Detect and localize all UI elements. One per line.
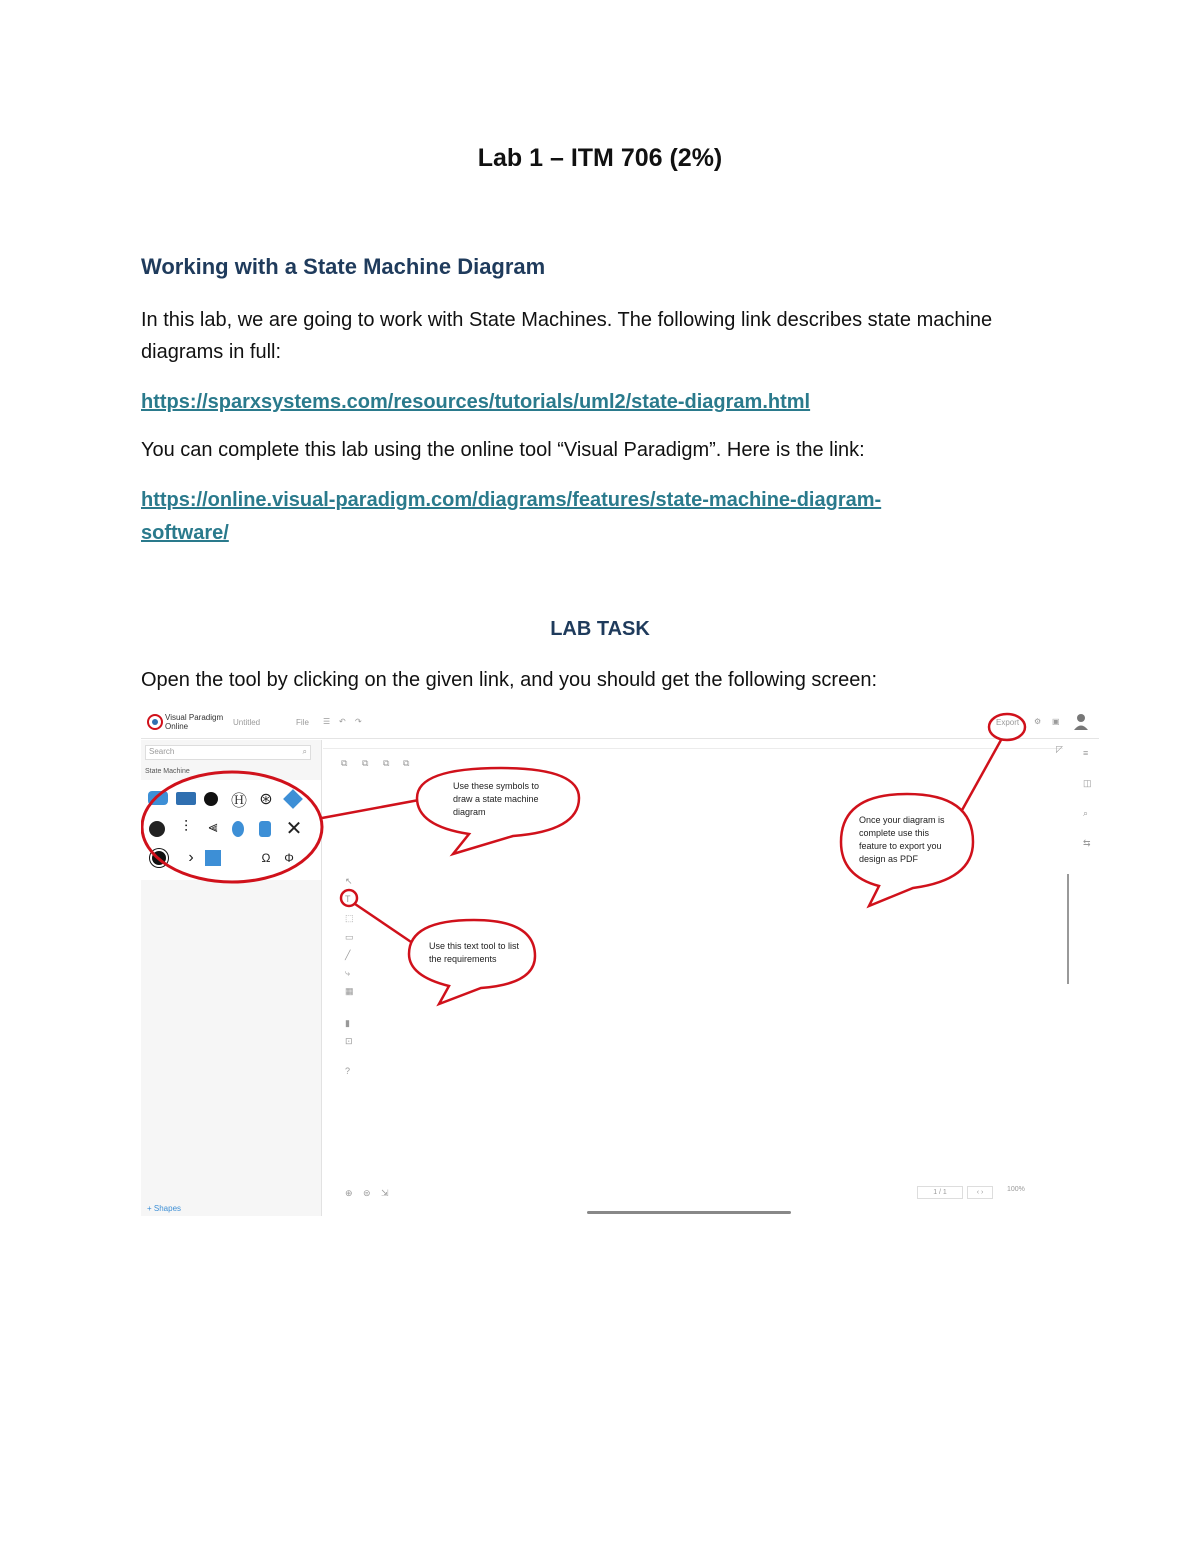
callout-symbols-text: Use these symbols to draw a state machine diagram xyxy=(453,781,540,817)
document-title: Lab 1 – ITM 706 (2%) xyxy=(477,144,723,172)
format-panel-icon[interactable]: ◸ xyxy=(1056,744,1063,754)
bottom-tool-icon[interactable]: ⊜ xyxy=(363,1188,371,1198)
join-icon[interactable]: ⫷ xyxy=(208,819,218,836)
search-icon: ⌕ xyxy=(302,747,307,756)
category-label: State Machine xyxy=(145,768,190,775)
settings-icon[interactable]: ⚙ xyxy=(1034,717,1042,726)
page-indicator[interactable]: 1 / 1 xyxy=(917,1186,963,1199)
text-tool-highlight xyxy=(341,890,357,906)
bottom-tool-icon[interactable]: ⇲ xyxy=(381,1188,389,1198)
shapes-link[interactable]: + Shapes xyxy=(147,1204,182,1213)
intro-paragraph: In this lab, we are going to work with State Machines. The following link describes state machine diagrams in full: xyxy=(141,309,993,363)
export-highlight xyxy=(989,714,1025,740)
lab-task-heading: LAB TASK xyxy=(550,618,650,640)
history-state-icon[interactable]: Ⓗ xyxy=(230,792,247,810)
layers-icon[interactable]: ◫ xyxy=(1083,778,1092,788)
text-tool-icon[interactable]: T xyxy=(345,894,351,904)
bottom-tool-icon[interactable]: ⊕ xyxy=(345,1188,353,1198)
search-input[interactable]: Search ⌕ xyxy=(145,745,311,760)
callout-text-tool-text: Use this text tool to list the requirements xyxy=(429,941,520,964)
connector-tool-icon[interactable]: ⤷ xyxy=(345,968,351,978)
table-tool-icon[interactable]: ▦ xyxy=(345,986,354,996)
tool-screenshot xyxy=(141,706,1099,1216)
deep-history-icon[interactable]: ⊛ xyxy=(259,791,273,808)
visual-paradigm-link-line1[interactable]: https://online.visual-paradigm.com/diagrams/features/state-machine-diagram- xyxy=(141,489,882,511)
page-nav[interactable]: ‹ › xyxy=(967,1186,993,1199)
line-tool-icon[interactable]: ╱ xyxy=(345,950,351,960)
pointer-icon[interactable]: ↖ xyxy=(345,876,353,886)
canvas-tool-icon[interactable]: ⧉ xyxy=(341,758,348,768)
transition-icon[interactable]: › xyxy=(188,849,194,866)
visual-paradigm-link-line2[interactable]: software/ xyxy=(141,522,229,544)
app-name-sub: Online xyxy=(165,722,189,731)
zoom-icon[interactable]: ⌕ xyxy=(1083,808,1089,818)
terminate-x-icon[interactable]: ✕ xyxy=(285,817,303,840)
menu-icon[interactable]: ☰ xyxy=(323,717,331,726)
frame-tool-icon[interactable]: ▭ xyxy=(345,932,354,942)
layout-tool-icon[interactable]: ▮ xyxy=(345,1018,350,1028)
properties-icon[interactable]: ≡ xyxy=(1083,748,1089,758)
section-heading: Working with a State Machine Diagram xyxy=(141,254,546,279)
sparx-link[interactable]: https://sparxsystems.com/resources/tutorials/uml2/state-diagram.html xyxy=(141,391,811,413)
junction-icon[interactable]: Φ xyxy=(284,851,294,865)
undo-icon[interactable]: ↶ xyxy=(339,717,346,726)
image-tool-icon[interactable]: ⊡ xyxy=(345,1036,353,1046)
zoom-level[interactable]: 100% xyxy=(1007,1186,1025,1193)
shapes-highlight-ellipse xyxy=(142,772,322,882)
callout-export-text: Once your diagram is complete use this feature to export you design as PDF xyxy=(859,815,945,864)
history-icon[interactable]: ⇆ xyxy=(1083,838,1091,848)
panel-icon[interactable]: ▣ xyxy=(1052,717,1060,726)
instruction-paragraph: Open the tool by clicking on the given link, and you should get the following screen: xyxy=(141,669,878,691)
help-icon[interactable]: ? xyxy=(345,1066,351,1076)
doc-name[interactable]: Untitled xyxy=(233,718,261,727)
export-button[interactable]: Export xyxy=(996,718,1020,727)
app-name: Visual Paradigm xyxy=(165,713,224,722)
canvas-tool-icon[interactable]: ⧉ xyxy=(383,758,390,768)
annotation-layer xyxy=(141,706,1099,1216)
tool-paragraph: You can complete this lab using the online tool “Visual Paradigm”. Here is the link: xyxy=(141,439,865,461)
shape-tool-icon[interactable]: ⬚ xyxy=(345,913,354,923)
fork-icon[interactable]: ⫶ xyxy=(183,819,188,836)
file-menu[interactable]: File xyxy=(296,718,309,727)
canvas-tool-icon[interactable]: ⧉ xyxy=(362,758,369,768)
canvas-tool-icon[interactable]: ⧉ xyxy=(403,758,410,768)
redo-icon[interactable]: ↷ xyxy=(355,717,362,726)
region-icon[interactable]: Ω xyxy=(261,851,271,865)
